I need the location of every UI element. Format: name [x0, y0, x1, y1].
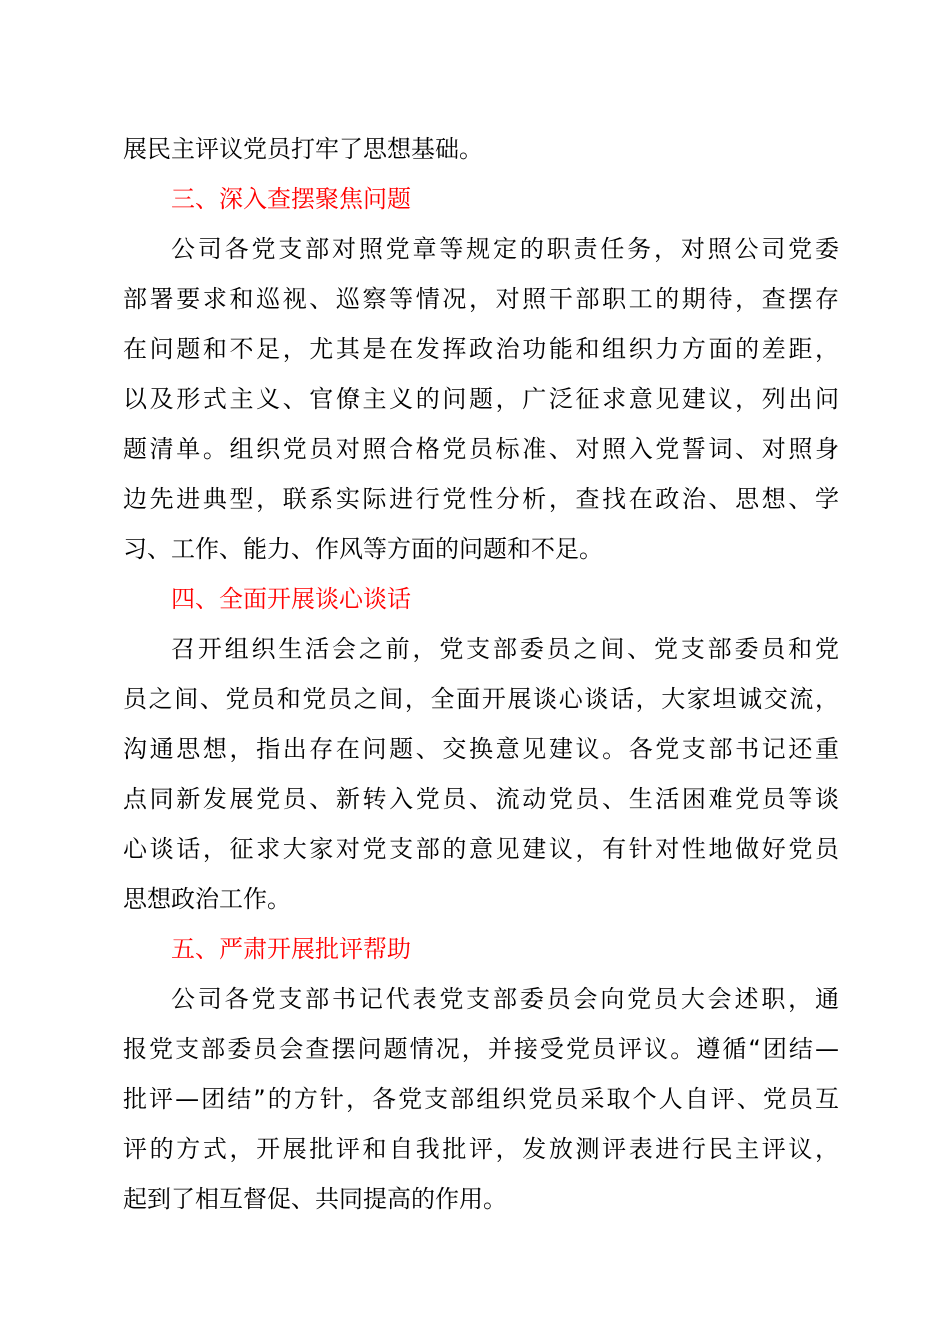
paragraph-line: 评的方式，开展批评和自我批评，发放测评表进行民主评议，	[123, 1135, 839, 1163]
paragraph-line: 以及形式主义、官僚主义的问题，广泛征求意见建议，列出问	[123, 385, 839, 413]
paragraph-line: 心谈话，征求大家对党支部的意见建议，有针对性地做好党员	[123, 835, 839, 863]
paragraph-line: 部署要求和巡视、巡察等情况，对照干部职工的期待，查摆存	[123, 285, 839, 313]
paragraph-line: 员之间、党员和党员之间，全面开展谈心谈话，大家坦诚交流，	[123, 685, 839, 713]
section-paragraph	[123, 974, 839, 1224]
paragraph-line: 在问题和不足，尤其是在发挥政治功能和组织力方面的差距，	[123, 335, 839, 363]
section-paragraph	[123, 224, 839, 574]
paragraph-line: 边先进典型，联系实际进行党性分析，查找在政治、思想、学	[123, 485, 839, 513]
paragraph-line: 点同新发展党员、新转入党员、流动党员、生活困难党员等谈	[123, 785, 839, 813]
section-paragraph	[123, 624, 839, 924]
paragraph-line: 召开组织生活会之前，党支部委员之间、党支部委员和党	[171, 635, 839, 663]
section-heading: 三、深入查摆聚焦问题	[171, 185, 411, 213]
paragraph-line: 沟通思想，指出存在问题、交换意见建议。各党支部书记还重	[123, 735, 839, 763]
paragraph-line: 公司各党支部对照党章等规定的职责任务，对照公司党委	[171, 235, 839, 263]
paragraph-line: 公司各党支部书记代表党支部委员会向党员大会述职，通	[171, 985, 839, 1013]
paragraph-line: 习、工作、能力、作风等方面的问题和不足。	[123, 535, 603, 563]
paragraph-line: 起到了相互督促、共同提高的作用。	[123, 1185, 507, 1213]
section-heading: 四、全面开展谈心谈话	[171, 585, 411, 613]
paragraph-line: 思想政治工作。	[123, 885, 291, 913]
paragraph-line: 报党支部委员会查摆问题情况，并接受党员评议。遵循“团结—	[123, 1035, 839, 1063]
paragraph-line: 批评—团结”的方针，各党支部组织党员采取个人自评、党员互	[123, 1085, 839, 1113]
section-heading: 五、严肃开展批评帮助	[171, 935, 411, 963]
paragraph-line: 展民主评议党员打牢了思想基础。	[123, 135, 483, 163]
paragraph-line: 题清单。组织党员对照合格党员标准、对照入党誓词、对照身	[123, 435, 839, 463]
document-body	[123, 124, 839, 1224]
